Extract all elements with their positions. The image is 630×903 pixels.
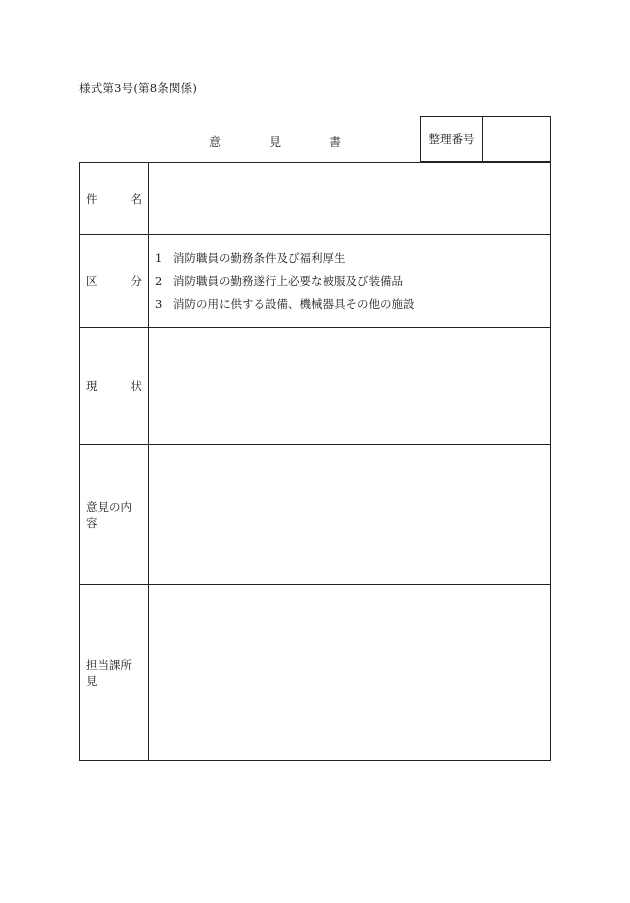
subject-row — [80, 163, 550, 234]
category-label — [80, 235, 149, 327]
subject-label-char-1: 件 — [86, 191, 98, 206]
serial-number-label: 整理番号 — [420, 116, 483, 162]
subject-label — [80, 163, 149, 234]
subject-label-char-2: 名 — [130, 191, 142, 206]
opinion-field[interactable] — [149, 445, 550, 584]
section-opinion-label: 担当課所見 — [80, 585, 149, 760]
current-state-row — [80, 327, 550, 444]
category-item-number: 1 — [155, 251, 163, 265]
category-item-text: 消防職員の勤務遂行上必要な被服及び装備品 — [173, 274, 403, 288]
category-item-number: 3 — [155, 297, 163, 311]
category-item[interactable] — [155, 293, 550, 316]
category-item-number: 2 — [155, 274, 163, 288]
opinion-row — [80, 444, 550, 584]
form-number-label: 様式第3号(第8条関係) — [79, 81, 198, 95]
category-item[interactable] — [155, 270, 550, 293]
title-char-2: 見 — [269, 135, 282, 149]
title-row — [79, 116, 551, 162]
subject-field[interactable] — [149, 163, 550, 234]
serial-number-field[interactable] — [482, 116, 551, 162]
category-label-char-2: 分 — [130, 274, 142, 288]
current-state-label-char-1: 現 — [86, 379, 98, 393]
category-row — [80, 234, 550, 327]
opinion-form-table — [79, 162, 551, 761]
title-char-3: 書 — [329, 135, 342, 149]
section-opinion-row — [80, 584, 550, 760]
current-state-label-char-2: 状 — [130, 379, 142, 393]
category-label-char-1: 区 — [86, 274, 98, 288]
category-options — [149, 235, 550, 327]
title-char-1: 意 — [209, 135, 222, 149]
current-state-label — [80, 328, 149, 444]
category-item[interactable] — [155, 247, 550, 270]
opinion-label: 意見の内容 — [80, 445, 149, 584]
current-state-field[interactable] — [149, 328, 550, 444]
section-opinion-field[interactable] — [149, 585, 550, 760]
category-item-text: 消防職員の勤務条件及び福利厚生 — [173, 251, 346, 265]
category-item-text: 消防の用に供する設備、機械器具その他の施設 — [173, 297, 415, 311]
